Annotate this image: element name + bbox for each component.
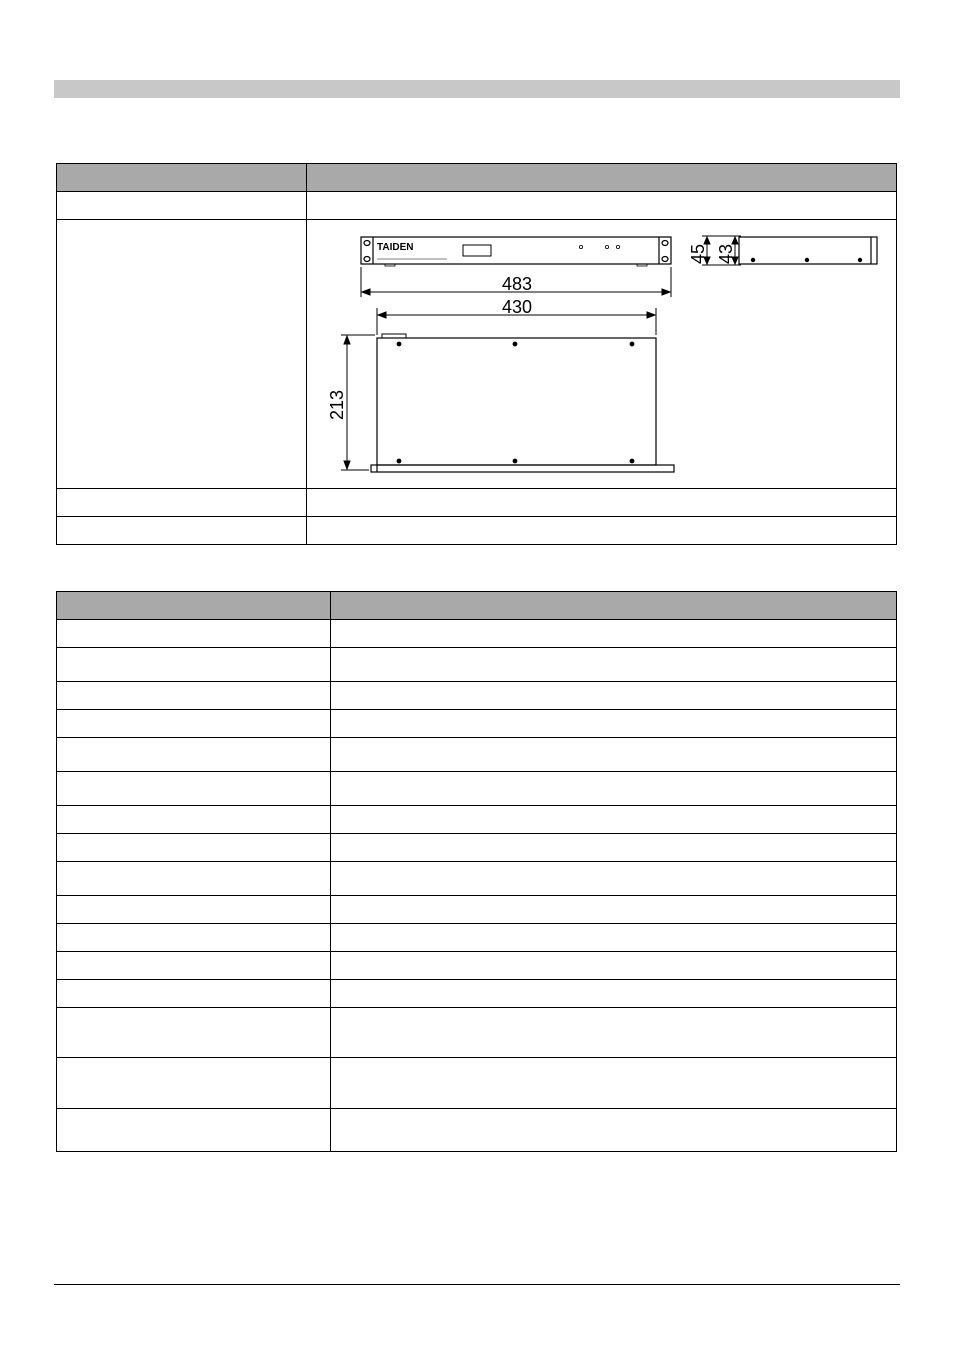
table-cell [57, 1008, 331, 1058]
dimension-drawing-cell [307, 220, 897, 489]
table-header-row [57, 164, 897, 192]
technical-spec-table [56, 591, 897, 1152]
dimension-drawing [307, 220, 895, 487]
dimension-label-213: 213 [327, 389, 347, 420]
table-cell [331, 620, 897, 648]
dimension-label-430: 430 [502, 297, 533, 317]
table-cell [331, 924, 897, 952]
table-row [57, 980, 897, 1008]
table-cell [331, 1008, 897, 1058]
table-cell [57, 738, 331, 772]
table-cell [331, 862, 897, 896]
table-header-row [57, 592, 897, 620]
header-cell [307, 164, 897, 192]
table-row-dimensions [57, 220, 897, 489]
table-cell [57, 1109, 331, 1152]
table-cell [57, 192, 307, 220]
table-cell [57, 220, 307, 489]
header-cell [57, 164, 307, 192]
table-cell [307, 192, 897, 220]
header-cell [57, 592, 331, 620]
table-cell [331, 772, 897, 806]
table-cell [57, 620, 331, 648]
table-cell [57, 648, 331, 682]
table-cell [57, 806, 331, 834]
table-cell [57, 710, 331, 738]
table-cell [331, 1109, 897, 1152]
table-cell [331, 806, 897, 834]
table-row [57, 924, 897, 952]
table-row [57, 648, 897, 682]
table-cell [57, 952, 331, 980]
table-cell [57, 896, 331, 924]
footer-rule [54, 1284, 900, 1285]
table-row [57, 192, 897, 220]
table-cell [307, 489, 897, 517]
section-header-bar [54, 80, 900, 98]
table-cell [331, 896, 897, 924]
table-row [57, 896, 897, 924]
table-row [57, 1058, 897, 1109]
side-view [739, 237, 877, 264]
table-row [57, 952, 897, 980]
table-row [57, 738, 897, 772]
table-cell [331, 738, 897, 772]
table-cell [57, 682, 331, 710]
table-row [57, 620, 897, 648]
table-cell [57, 834, 331, 862]
brand-logo: TAIDEN [377, 242, 414, 253]
table-row [57, 772, 897, 806]
table-cell [331, 834, 897, 862]
table-row [57, 489, 897, 517]
table-row [57, 682, 897, 710]
table-cell [57, 517, 307, 545]
table-cell [331, 980, 897, 1008]
dimension-label-45: 45 [688, 243, 708, 264]
table-row [57, 710, 897, 738]
table-cell [57, 772, 331, 806]
table-row [57, 1008, 897, 1058]
table-row [57, 862, 897, 896]
table-cell [57, 862, 331, 896]
table-cell [331, 952, 897, 980]
table-cell [57, 489, 307, 517]
dimension-label-483: 483 [502, 274, 533, 294]
table-cell [307, 517, 897, 545]
table-row [57, 1109, 897, 1152]
table-cell [331, 648, 897, 682]
table-cell [57, 924, 331, 952]
table-cell [57, 1058, 331, 1109]
table-row [57, 806, 897, 834]
top-view [371, 334, 674, 472]
dimension-label-43: 43 [716, 243, 736, 264]
header-cell [331, 592, 897, 620]
table-cell [331, 1058, 897, 1109]
table-row [57, 834, 897, 862]
table-row [57, 517, 897, 545]
physical-spec-table [56, 163, 897, 545]
table-cell [331, 682, 897, 710]
table-cell [331, 710, 897, 738]
table-cell [57, 980, 331, 1008]
